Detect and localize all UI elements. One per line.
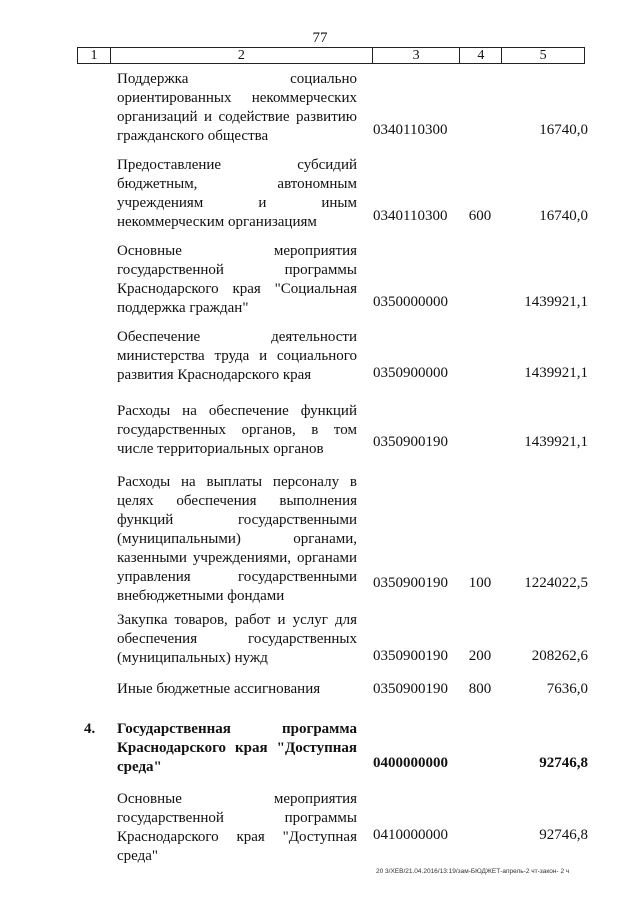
row-description: Государственная программа Краснодарского края "Доступная среда" [117,721,357,775]
row-code: 0400000000 [373,755,448,771]
row-expense-type: 600 [468,208,492,224]
row-code: 0340110300 [373,208,448,224]
row-description: Расходы на обеспечение функций государственных органов, в том числе территориальных органов [117,403,357,457]
row-description: Иные бюджетные ассигнования [117,681,321,697]
row-expense-type: 800 [468,681,492,697]
column-header-5: 5 [539,48,547,63]
row-amount: 92746,8 [539,827,588,843]
row-description: Обеспечение деятельности министерства труда и социального развития Краснодарского края [117,329,357,383]
row-amount: 1224022,5 [524,575,588,591]
document-footer: 20 3/ХЕВ/21.04.2016/13:19/зам-БЮДЖЕТ-апрель-2 чт-закон- 2 ч [376,868,570,875]
row-code: 0350000000 [373,294,448,310]
row-expense-type: 200 [468,648,492,664]
row-amount: 16740,0 [539,122,588,138]
section-number: 4. [84,721,96,737]
row-amount: 1439921,1 [524,294,588,310]
row-code: 0410000000 [373,827,448,843]
row-code: 0350900190 [373,575,448,591]
table-header [77,47,585,64]
row-code: 0350900190 [373,681,448,697]
row-amount: 1439921,1 [524,365,588,381]
column-header-3: 3 [373,48,461,63]
row-amount: 208262,6 [531,648,588,664]
row-amount: 1439921,1 [524,434,588,450]
column-header-1: 1 [78,48,111,63]
row-code: 0350900190 [373,648,448,664]
column-header-2: 2 [111,48,373,63]
row-code: 0350900000 [373,365,448,381]
row-amount: 92746,8 [539,755,588,771]
row-description: Поддержка социально ориентированных некоммерческих организаций и содействие развитию гражданского общества [117,71,357,144]
row-description: Предоставление субсидий бюджетным, автономным учреждениям и иным некоммерческим организациям [117,157,357,230]
page-number: 77 [312,30,328,46]
row-amount: 16740,0 [539,208,588,224]
row-expense-type: 100 [468,575,492,591]
row-code: 0350900190 [373,434,448,450]
column-header-4: 4 [460,48,502,63]
row-description: Основные мероприятия государственной программы Краснодарского края "Доступная среда" [117,791,357,864]
row-description: Закупка товаров, работ и услуг для обеспечения государственных (муниципальных) нужд [117,612,357,666]
row-code: 0340110300 [373,122,448,138]
row-description: Основные мероприятия государственной программы Краснодарского края "Социальная поддержка граждан" [117,243,357,316]
row-amount: 7636,0 [546,681,588,697]
row-description: Расходы на выплаты персоналу в целях обеспечения выполнения функций государственными (муниципальными) органами, казенными учреждениями, органами управления государственными внебюджетными фондами [117,474,357,604]
